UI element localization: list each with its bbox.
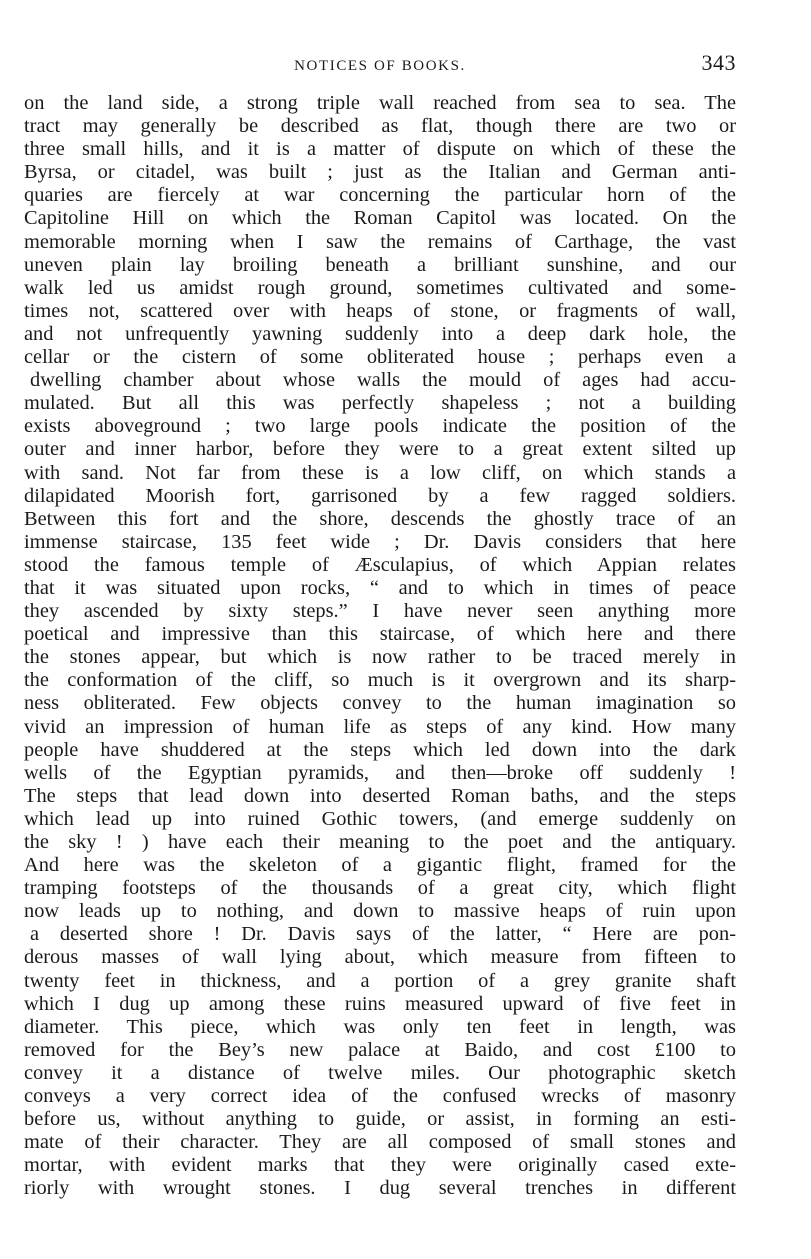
running-title: NOTICES OF BOOKS.	[294, 58, 466, 74]
text-line: poetical and impressive than this staircase, of which here and there	[24, 623, 736, 646]
text-line: mortar, with evident marks that they were originally cased exte-	[24, 1154, 736, 1177]
text-line: now leads up to nothing, and down to massive heaps of ruin upon	[24, 900, 736, 923]
text-line: they ascended by sixty steps.” I have never seen anything more	[24, 600, 736, 623]
text-line: immense staircase, 135 feet wide ; Dr. Davis considers that here	[24, 530, 736, 553]
book-page	[24, 44, 736, 1201]
text-line: The steps that lead down into deserted Roman baths, and the steps	[24, 784, 736, 807]
text-line: Between this fort and the shore, descends the ghostly trace of an	[24, 507, 736, 530]
text-line: And here was the skeleton of a gigantic flight, framed for the	[24, 854, 736, 877]
text-line: that it was situated upon rocks, “ and to which in times of peace	[24, 576, 736, 599]
text-line: mate of their character. They are all composed of small stones and	[24, 1131, 736, 1154]
text-line: removed for the Bey’s new palace at Baido, and cost £100 to	[24, 1038, 736, 1061]
text-line: which lead up into ruined Gothic towers, (and emerge suddenly on	[24, 807, 736, 830]
text-line: twenty feet in thickness, and a portion of a grey granite shaft	[24, 969, 736, 992]
text-line: on the land side, a strong triple wall reached from sea to sea. The	[24, 92, 736, 114]
text-line: derous masses of wall lying about, which measure from fifteen to	[24, 946, 736, 969]
text-line: exists aboveground ; two large pools indicate the position of the	[24, 415, 736, 438]
text-line: outer and inner harbor, before they were to a great extent silted up	[24, 438, 736, 461]
text-line: three small hills, and it is a matter of dispute on which of these the	[24, 138, 736, 161]
text-line: mulated. But all this was perfectly shapeless ; not a building	[24, 392, 736, 415]
text-line: and not unfrequently yawning suddenly into a deep dark hole, the	[24, 322, 736, 345]
text-line: cellar or the cistern of some obliterated house ; perhaps even a	[24, 346, 736, 369]
text-line: quaries are fiercely at war concerning the particular horn of the	[24, 184, 736, 207]
page-number: 343	[701, 50, 736, 75]
text-line: convey it a distance of twelve miles. Our photographic sketch	[24, 1061, 736, 1084]
text-line: dwelling chamber about whose walls the mould of ages had accu-	[30, 369, 736, 392]
text-line: the conformation of the cliff, so much is it overgrown and its sharp-	[24, 669, 736, 692]
text-line: people have shuddered at the steps which led down into the dark	[24, 738, 736, 761]
text-line: the sky ! ) have each their meaning to the poet and the antiquary.	[24, 831, 736, 853]
text-line: with sand. Not far from these is a low cliff, on which stands a	[24, 461, 736, 484]
text-line: riorly with wrought stones. I dug several trenches in different	[24, 1177, 736, 1200]
text-line: stood the famous temple of Æsculapius, of which Appian relates	[24, 553, 736, 576]
text-line: uneven plain lay broiling beneath a brilliant sunshine, and our	[24, 253, 736, 276]
running-head	[24, 44, 736, 78]
text-line: tract may generally be described as flat, though there are two or	[24, 115, 736, 138]
text-line: memorable morning when I saw the remains of Carthage, the vast	[24, 230, 736, 253]
text-line: before us, without anything to guide, or assist, in forming an esti-	[24, 1108, 736, 1131]
text-line: tramping footsteps of the thousands of a great city, which flight	[24, 877, 736, 900]
text-line: walk led us amidst rough ground, sometimes cultivated and some-	[24, 276, 736, 299]
text-line: conveys a very correct idea of the confused wrecks of masonry	[24, 1085, 736, 1108]
text-line: wells of the Egyptian pyramids, and then—broke off suddenly !	[24, 761, 736, 784]
text-line: the stones appear, but which is now rather to be traced merely in	[24, 646, 736, 669]
text-line: dilapidated Moorish fort, garrisoned by a few ragged soldiers.	[24, 484, 736, 507]
text-line: vivid an impression of human life as steps of any kind. How many	[24, 715, 736, 738]
text-line: diameter. This piece, which was only ten feet in length, was	[24, 1015, 736, 1038]
body-text	[24, 92, 736, 1201]
text-line: ness obliterated. Few objects convey to the human imagination so	[24, 692, 736, 715]
text-line: a deserted shore ! Dr. Davis says of the latter, “ Here are pon-	[30, 923, 736, 946]
text-line: Capitoline Hill on which the Roman Capitol was located. On the	[24, 207, 736, 230]
text-line: times not, scattered over with heaps of stone, or fragments of wall,	[24, 299, 736, 322]
text-line: which I dug up among these ruins measured upward of five feet in	[24, 992, 736, 1015]
text-line: Byrsa, or citadel, was built ; just as the Italian and German anti-	[24, 161, 736, 184]
